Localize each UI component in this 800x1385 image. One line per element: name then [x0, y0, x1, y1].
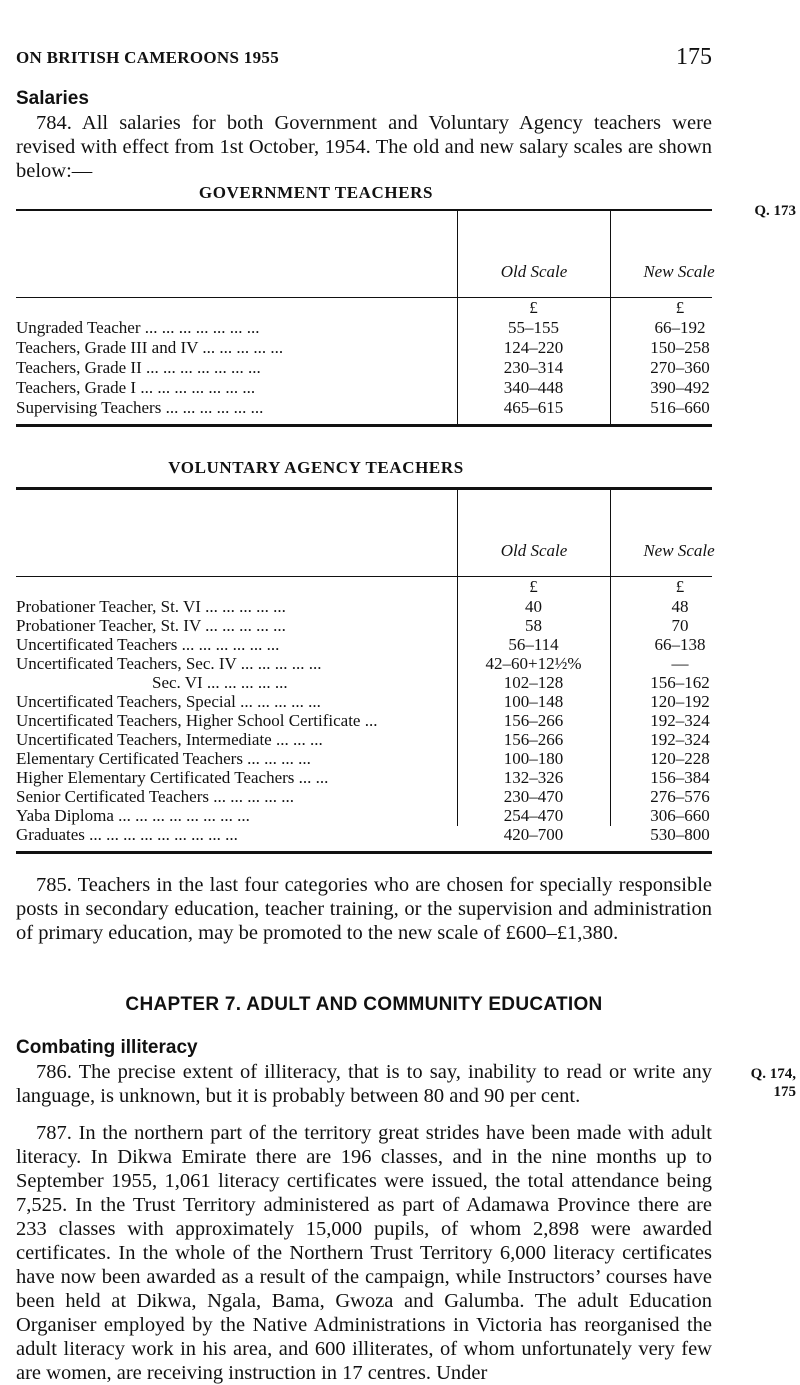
row-old-scale: 465–615: [503, 398, 564, 417]
table-row: [16, 398, 712, 417]
chapter-title: CHAPTER 7. ADULT AND COMMUNITY EDUCATION: [125, 994, 603, 1015]
currency-row: [16, 577, 712, 596]
margin-note-q173: Q. 173: [754, 203, 796, 219]
table-row: [16, 616, 712, 635]
salaries-heading: Salaries: [16, 88, 89, 109]
row-old-scale: 132–326: [503, 768, 564, 787]
row-old-scale: 55–155: [508, 318, 559, 337]
row-label: Graduates ... ... ... ... ... ... ... ... ...: [16, 825, 238, 844]
row-old-scale: 124–220: [503, 338, 564, 357]
row-label: Sec. VI ... ... ... ... ...: [152, 673, 288, 692]
row-new-scale: 192–324: [650, 730, 710, 749]
row-new-scale: 120–228: [650, 749, 710, 768]
row-new-scale: 66–192: [654, 318, 706, 337]
table-row: [16, 635, 712, 654]
page-header: [16, 44, 712, 74]
row-new-scale: 156–384: [650, 768, 710, 787]
table-row: [16, 654, 712, 673]
running-head: ON BRITISH CAMEROONS 1955: [16, 48, 280, 67]
row-new-scale: 66–138: [654, 635, 706, 654]
column-header-new-scale: New Scale: [643, 262, 715, 281]
row-label: Uncertificated Teachers ... ... ... ... ... ...: [16, 635, 280, 654]
row-old-scale: 100–180: [503, 749, 564, 768]
row-label: Teachers, Grade III and IV ... ... ... ... ...: [16, 338, 284, 357]
currency-new: £: [675, 298, 685, 317]
table-rule: [16, 424, 712, 427]
row-label: Probationer Teacher, St. VI ... ... ... ... ...: [16, 597, 286, 616]
table-row: [16, 730, 712, 749]
table-row: [16, 378, 712, 397]
row-new-scale: 516–660: [650, 398, 710, 417]
row-label: Supervising Teachers ... ... ... ... ... ...: [16, 398, 264, 417]
row-new-scale: 530–800: [650, 825, 710, 844]
column-header-old-scale: Old Scale: [500, 541, 568, 560]
table-rule: [16, 851, 712, 854]
page-number: 175: [676, 44, 712, 70]
table-rule: [16, 209, 712, 211]
row-old-scale: 230–470: [503, 787, 564, 806]
margin-note-175: 175: [773, 1084, 796, 1100]
paragraph-786-text: 786. The precise extent of illiteracy, that is to say, inability to read or write any language, is unknown, but it is probably between 80 and 90 per cent.: [16, 1061, 712, 1107]
paragraph-787-text: 787. In the northern part of the territory great strides have been made with adult literacy. In Dikwa Emirate there are 196 classes, and in the nine months up to September 1955, 1,061 literacy certificates were issued, the total attendance being 7,525. In the Trust Territory administered as part of Adamawa Province there are 233 classes with approximately 15,000 pupils, of whom 2,898 were awarded certificates. In the whole of the Northern Trust Territory 6,000 literacy certificates have now been awarded as a result of the campaign, while Instructors’ courses have been held at Dikwa, Ngala, Bama, Gwoza and Galumba. The adult Education Organiser employed by the Native Administrations in Victoria has reorganised the adult literacy work in his area, and 600 illiterates, of whom unfortunately very few are women, are receiving instruction in 17 centres. Under: [16, 1122, 712, 1384]
paragraph-787: [16, 1121, 712, 1385]
table-row: [16, 358, 712, 377]
row-old-scale: 58: [525, 616, 542, 635]
margin-note-q174: Q. 174,: [750, 1066, 796, 1082]
row-label: Uncertificated Teachers, Higher School Certificate ...: [16, 711, 378, 730]
row-new-scale: —: [671, 654, 689, 673]
row-old-scale: 56–114: [508, 635, 559, 654]
row-new-scale: 70: [671, 616, 689, 635]
row-new-scale: 390–492: [650, 378, 710, 397]
table-row: [16, 749, 712, 768]
table-row: [16, 692, 712, 711]
row-old-scale: 102–128: [503, 673, 564, 692]
row-old-scale: 100–148: [503, 692, 564, 711]
row-new-scale: 150–258: [650, 338, 710, 357]
row-label: Yaba Diploma ... ... ... ... ... ... ... ...: [16, 806, 250, 825]
table-row: [16, 597, 712, 616]
table-row: [16, 787, 712, 806]
paragraph-786: [16, 1060, 712, 1108]
table-row: [16, 825, 712, 844]
row-old-scale: 230–314: [503, 358, 564, 377]
row-new-scale: 48: [671, 597, 689, 616]
row-old-scale: 340–448: [503, 378, 564, 397]
paragraph-784-text: 784. All salaries for both Government and Voluntary Agency teachers were revised with effect from 1st October, 1954. The old and new salary scales are shown below:—: [16, 112, 712, 182]
row-new-scale: 120–192: [650, 692, 710, 711]
row-label: Teachers, Grade I ... ... ... ... ... ... ...: [16, 378, 256, 397]
row-old-scale: 420–700: [503, 825, 564, 844]
table-row: [16, 806, 712, 825]
row-label: Elementary Certificated Teachers ... ... ... ...: [16, 749, 311, 768]
row-old-scale: 156–266: [503, 730, 564, 749]
row-new-scale: 306–660: [650, 806, 710, 825]
currency-old: £: [529, 577, 538, 596]
currency-old: £: [529, 298, 538, 317]
paragraph-784: [16, 111, 712, 183]
table-row: [16, 318, 712, 337]
row-new-scale: 270–360: [650, 358, 710, 377]
currency-new: £: [675, 577, 685, 596]
column-header-new-scale: New Scale: [643, 541, 715, 560]
row-label: Probationer Teacher, St. IV ... ... ... ... ...: [16, 616, 286, 635]
table-row: [16, 768, 712, 787]
table-rule: [16, 487, 712, 490]
paragraph-785-text: 785. Teachers in the last four categories who are chosen for specially responsible posts in secondary education, teacher training, or the supervision and administration of primary education, may be promoted to the new scale of £600–£1,380.: [16, 874, 712, 944]
row-label: Ungraded Teacher ... ... ... ... ... ... ...: [16, 318, 260, 337]
government-table-title: GOVERNMENT TEACHERS: [198, 183, 434, 202]
paragraph-785: [16, 873, 712, 945]
row-old-scale: 156–266: [503, 711, 564, 730]
column-header-old-scale: Old Scale: [500, 262, 568, 281]
table-row: [16, 711, 712, 730]
row-label: Teachers, Grade II ... ... ... ... ... ... ...: [16, 358, 261, 377]
row-label: Uncertificated Teachers, Intermediate ... ... ...: [16, 730, 323, 749]
row-label: Uncertificated Teachers, Special ... ... ... ... ...: [16, 692, 321, 711]
table-row: [16, 338, 712, 357]
row-label: Uncertificated Teachers, Sec. IV ... ... ... ... ...: [16, 654, 322, 673]
row-old-scale: 254–470: [503, 806, 564, 825]
row-label: Higher Elementary Certificated Teachers ... ...: [16, 768, 329, 787]
row-new-scale: 276–576: [650, 787, 710, 806]
row-old-scale: 42–60+12½%: [485, 654, 582, 673]
table-row: [16, 673, 712, 692]
row-new-scale: 156–162: [650, 673, 710, 692]
combating-illiteracy-heading: Combating illiteracy: [16, 1037, 198, 1058]
row-label: Senior Certificated Teachers ... ... ... ... ...: [16, 787, 294, 806]
voluntary-table-title: VOLUNTARY AGENCY TEACHERS: [168, 458, 464, 477]
row-new-scale: 192–324: [650, 711, 710, 730]
row-old-scale: 40: [525, 597, 542, 616]
currency-row: [16, 298, 712, 317]
